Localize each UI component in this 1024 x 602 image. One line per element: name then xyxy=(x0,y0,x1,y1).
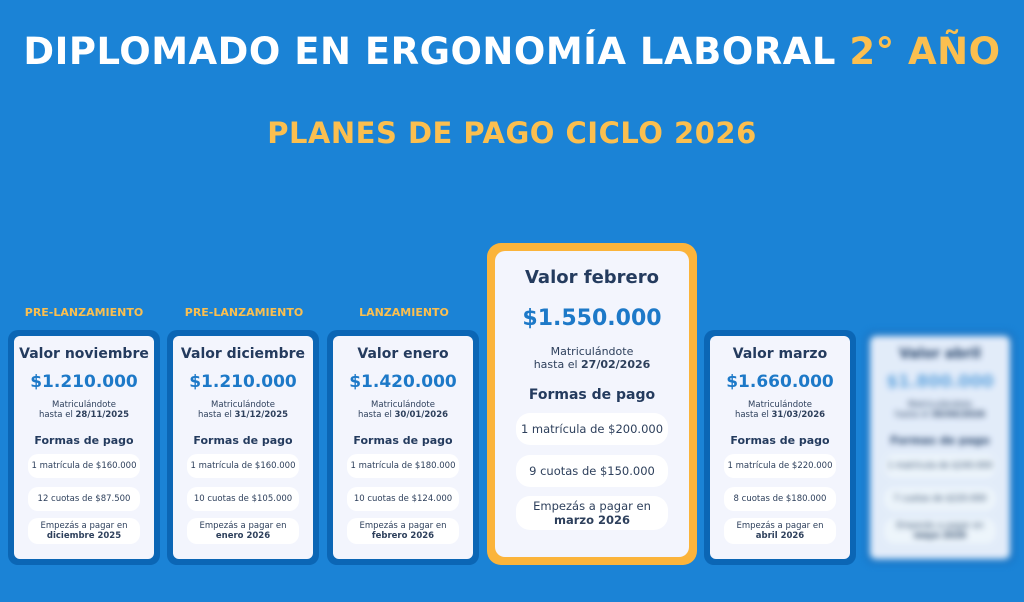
deadline-label: hasta el xyxy=(197,410,232,420)
deadline-date: 28/11/2025 xyxy=(75,410,130,420)
payment-start-label: Empezás a pagar en xyxy=(896,521,984,531)
plan-card-body xyxy=(173,336,313,559)
plan-card-body xyxy=(710,336,850,559)
plan-deadline xyxy=(358,400,448,420)
deadline-prefix: Matriculándote xyxy=(371,400,435,410)
payment-option-enrollment: 1 matrícula de $160.000 xyxy=(187,454,299,478)
payment-forms-title: Formas de pago xyxy=(193,434,293,447)
payment-start-label: Empezás a pagar en xyxy=(40,521,128,531)
plan-deadline xyxy=(534,345,651,371)
payment-option-enrollment: 1 matrícula de $200.000 xyxy=(516,413,668,445)
stage-label: PRE-LANZAMIENTO xyxy=(184,306,304,319)
payment-start-label: Empezás a pagar en xyxy=(199,521,287,531)
payment-option-installments: 8 cuotas de $180.000 xyxy=(724,487,836,511)
deadline-prefix: Matriculándote xyxy=(748,400,812,410)
deadline-label: hasta el xyxy=(533,358,578,371)
payment-start-month: marzo 2026 xyxy=(553,513,631,527)
payment-start-label: Empezás a pagar en xyxy=(359,521,447,531)
plan-price: $1.660.000 xyxy=(726,372,834,392)
plan-card-marzo xyxy=(704,330,856,565)
deadline-date: 31/03/2026 xyxy=(771,410,826,420)
plan-card-body xyxy=(870,336,1010,559)
deadline-date: 30/01/2026 xyxy=(394,410,449,420)
deadline-date: 31/12/2025 xyxy=(234,410,289,420)
payment-option-installments: 10 cuotas de $124.000 xyxy=(347,487,459,511)
payment-start-label: Empezás a pagar en xyxy=(736,521,824,531)
plan-title: Valor noviembre xyxy=(19,346,149,362)
deadline-prefix: Matriculándote xyxy=(908,400,972,410)
deadline-date: 27/02/2026 xyxy=(581,358,651,371)
title-main: DIPLOMADO EN ERGONOMÍA LABORAL xyxy=(23,30,837,73)
plan-price: $1.210.000 xyxy=(30,372,138,392)
payment-option-installments: 9 cuotas de $150.000 xyxy=(516,455,668,487)
payment-option-installments: 10 cuotas de $105.000 xyxy=(187,487,299,511)
payment-start xyxy=(28,518,140,544)
plan-price: $1.210.000 xyxy=(189,372,297,392)
payment-forms-title: Formas de pago xyxy=(890,434,990,447)
payment-start-label: Empezás a pagar en xyxy=(533,499,651,513)
page-subtitle: PLANES DE PAGO CICLO 2026 xyxy=(267,116,757,150)
plan-card-body xyxy=(495,251,689,557)
deadline-date: 30/04/2026 xyxy=(931,410,986,420)
payment-forms-title: Formas de pago xyxy=(730,434,830,447)
plan-deadline xyxy=(198,400,288,420)
payment-option-enrollment: 1 matrícula de $160.000 xyxy=(28,454,140,478)
deadline-label: hasta el xyxy=(357,410,392,420)
plan-title: Valor diciembre xyxy=(180,346,306,362)
plan-price: $1.420.000 xyxy=(349,372,457,392)
plan-title: Valor febrero xyxy=(524,267,660,288)
deadline-label: hasta el xyxy=(734,410,769,420)
stage-label: PRE-LANZAMIENTO xyxy=(24,306,144,319)
payment-start xyxy=(724,518,836,544)
plan-deadline xyxy=(735,400,825,420)
payment-option-installments: 7 cuotas de $220.000 xyxy=(884,487,996,511)
plan-title: Valor abril xyxy=(899,346,981,362)
title-accent: 2° AÑO xyxy=(849,30,1001,73)
payment-start-month: enero 2026 xyxy=(215,531,271,541)
payment-start xyxy=(347,518,459,544)
plan-title: Valor marzo xyxy=(732,346,828,362)
plan-card-enero xyxy=(327,330,479,565)
payment-start xyxy=(516,496,668,530)
deadline-prefix: Matriculándote xyxy=(52,400,116,410)
payment-start-month: mayo 2026 xyxy=(913,531,967,541)
plan-deadline xyxy=(895,400,985,420)
plan-card-body xyxy=(14,336,154,559)
payment-option-enrollment: 1 matrícula de $220.000 xyxy=(724,454,836,478)
plan-card-febrero-featured xyxy=(487,243,697,565)
payment-start-month: febrero 2026 xyxy=(371,531,435,541)
payment-option-enrollment: 1 matrícula de $180.000 xyxy=(347,454,459,478)
payment-forms-title: Formas de pago xyxy=(34,434,134,447)
plan-card-diciembre xyxy=(167,330,319,565)
deadline-prefix: Matriculándote xyxy=(550,345,634,358)
plan-price: $1.550.000 xyxy=(522,306,662,331)
stage-label: LANZAMIENTO xyxy=(359,306,449,319)
payment-start-month: abril 2026 xyxy=(755,531,805,541)
plan-title: Valor enero xyxy=(357,346,449,362)
payment-start-month: diciembre 2025 xyxy=(46,531,122,541)
plan-card-noviembre xyxy=(8,330,160,565)
payment-option-enrollment: 1 matrícula de $240.000 xyxy=(884,454,996,478)
deadline-prefix: Matriculándote xyxy=(211,400,275,410)
payment-forms-title: Formas de pago xyxy=(528,387,656,403)
payment-forms-title: Formas de pago xyxy=(353,434,453,447)
plan-price: $1.800.000 xyxy=(886,372,994,392)
plan-deadline xyxy=(39,400,129,420)
deadline-label: hasta el xyxy=(38,410,73,420)
payment-option-installments: 12 cuotas de $87.500 xyxy=(28,487,140,511)
plan-card-body xyxy=(333,336,473,559)
deadline-label: hasta el xyxy=(894,410,929,420)
plan-card-abril-blurred xyxy=(864,330,1016,565)
payment-start xyxy=(884,518,996,544)
payment-start xyxy=(187,518,299,544)
